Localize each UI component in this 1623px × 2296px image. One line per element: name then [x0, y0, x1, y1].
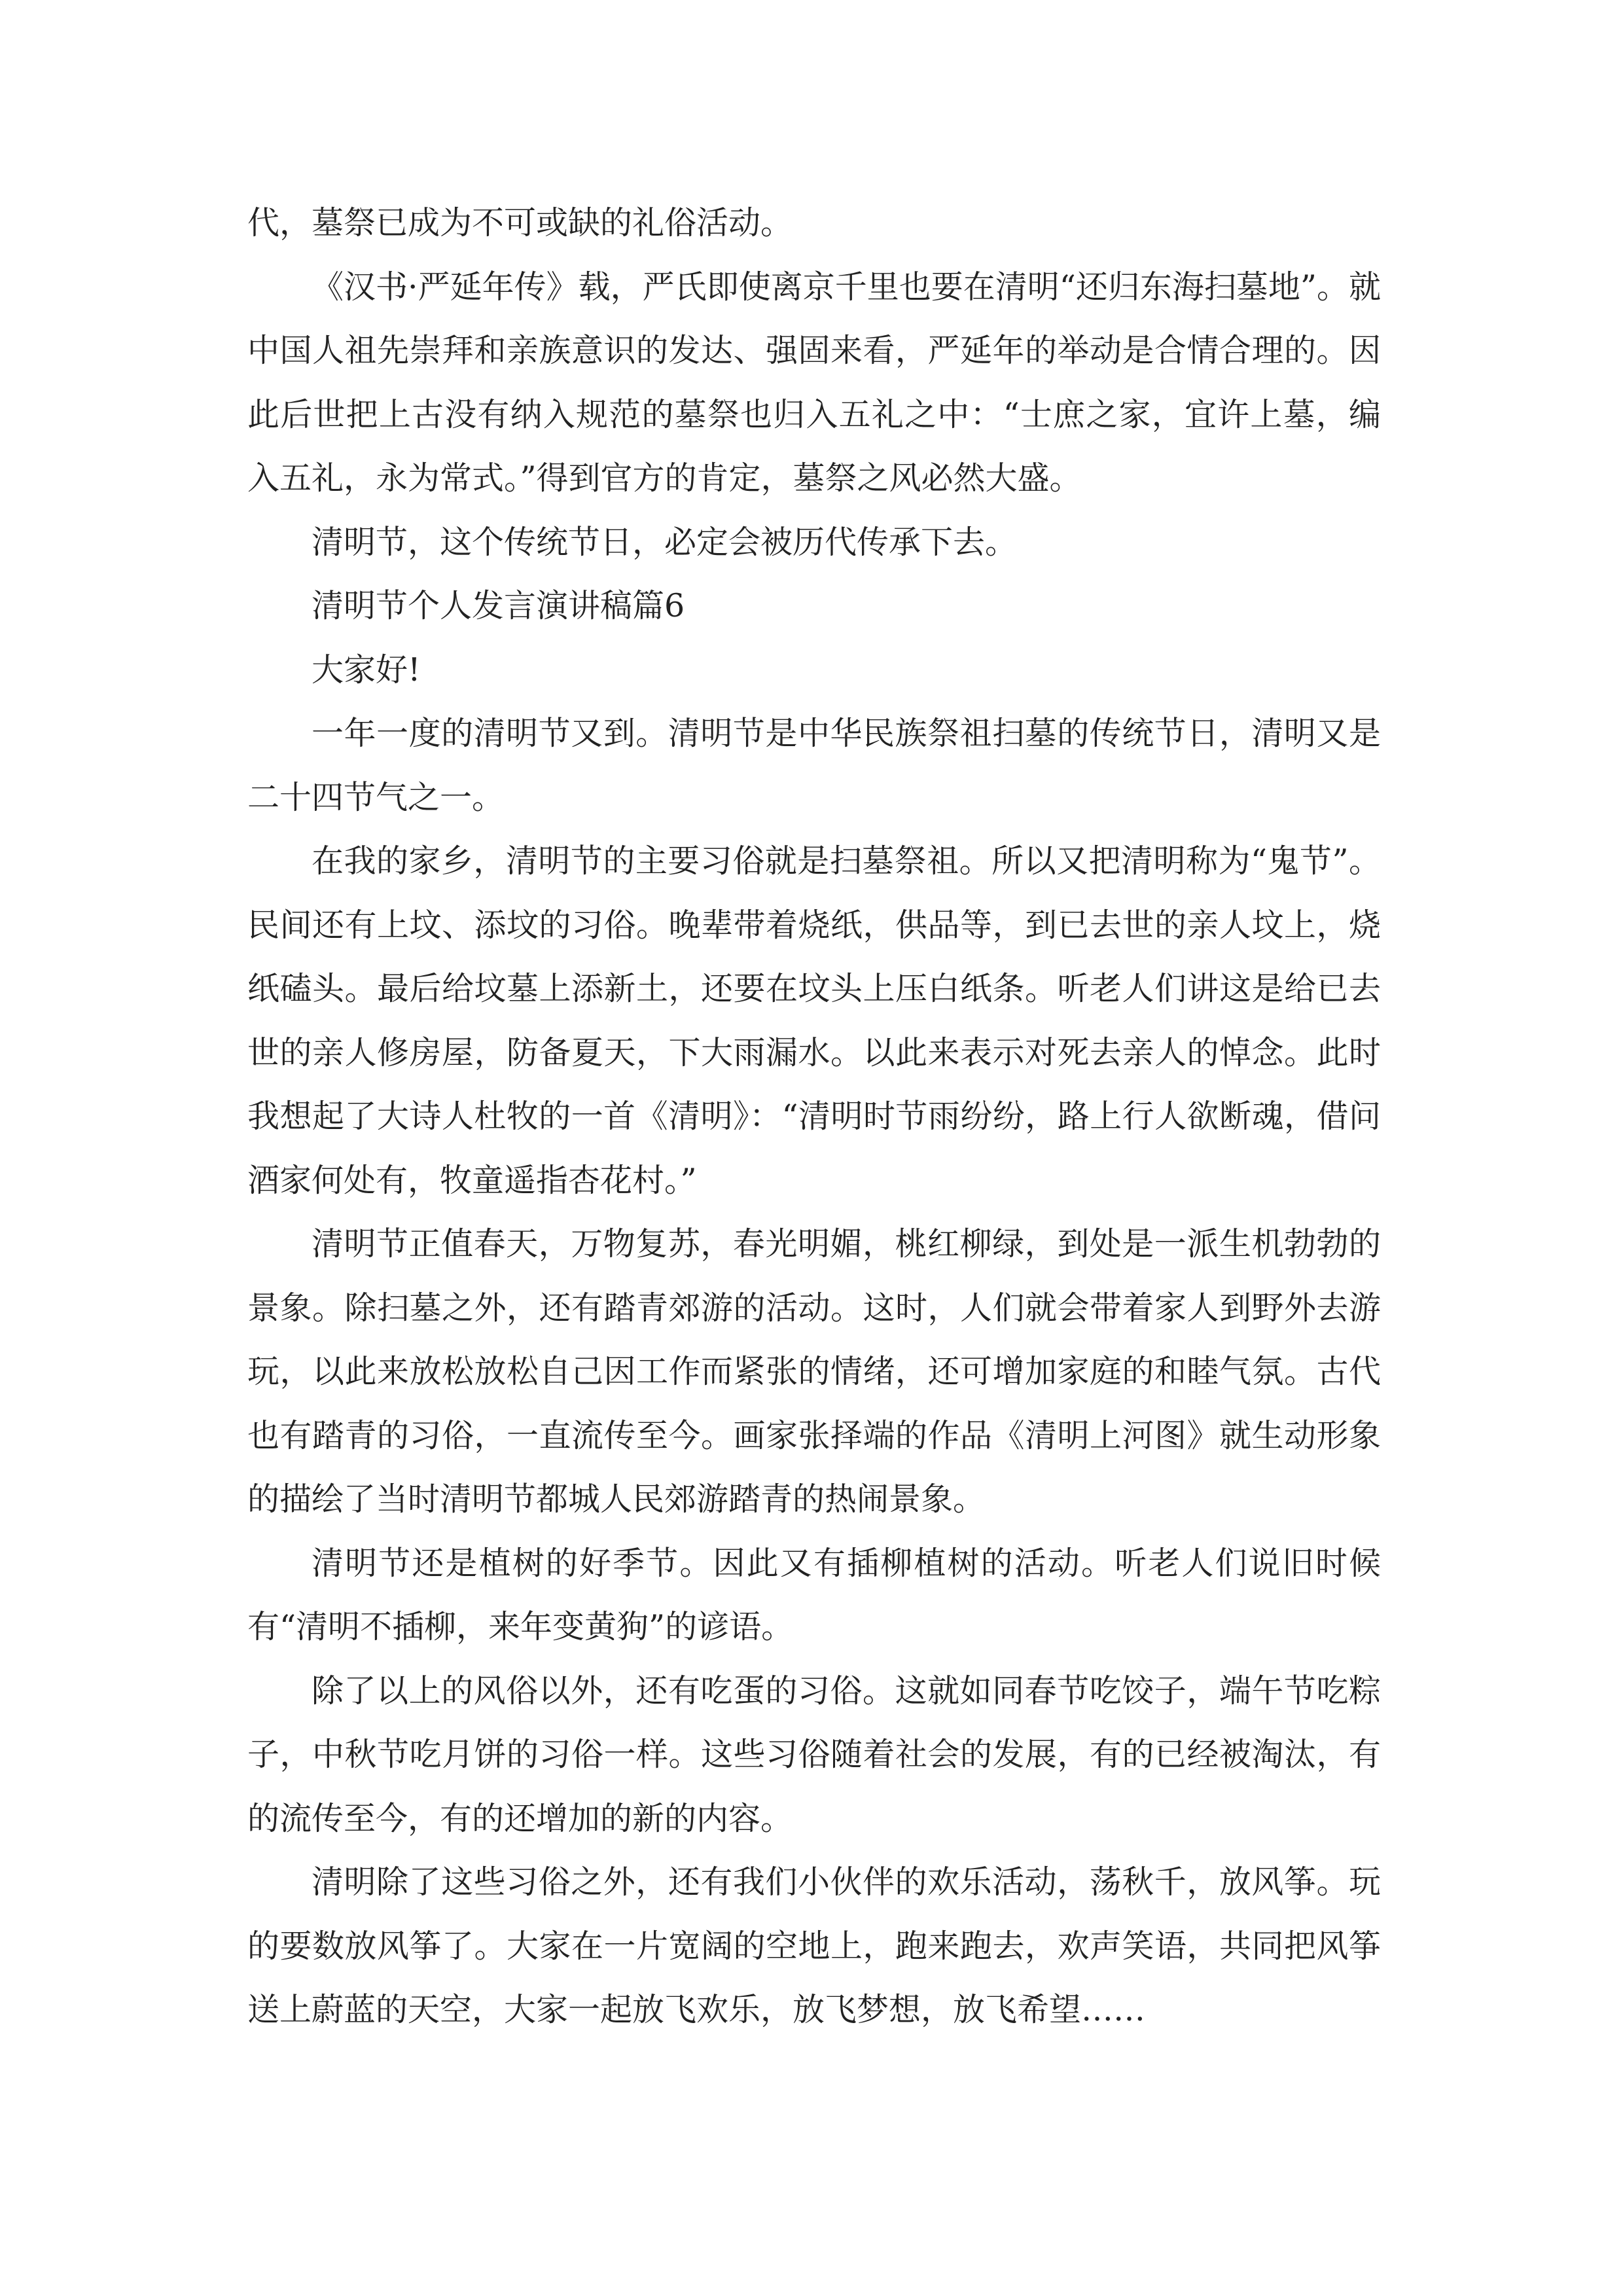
- section-heading: 清明节个人发言演讲稿篇6: [312, 587, 685, 624]
- paragraph-eggs: 除了以上的风俗以外，还有吃蛋的习俗。这就如同春节吃饺子，端午节吃粽子，中秋节吃月饼的习俗一样。这些习俗随着社会的发展，有的已经被淘汰，有的流传至今，有的还增加的新的内容。: [247, 1672, 1381, 1837]
- paragraph-spring: 清明节正值春天，万物复苏，春光明媚，桃红柳绿，到处是一派生机勃勃的景象。除扫墓之外，还有踏青郊游的活动。这时，人们就会带着家人到野外去游玩，以此来放松放松自己因工作而紧张的情绪，还可增加家庭的和睦气氛。古代也有踏青的习俗，一直流传至今。画家张择端的作品《清明上河图》就生动形象的描绘了当时清明节都城人民郊游踏青的热闹景象。: [247, 1225, 1381, 1518]
- document-body: [247, 191, 1381, 2042]
- paragraph-han-shu: 《汉书·严延年传》载，严氏即使离京千里也要在清明“还归东海扫墓地”。就中国人祖先崇拜和亲族意识的发达、强固来看，严延年的举动是合情合理的。因此后世把上古没有纳入规范的墓祭也归入五礼之中：“士庶之家，宜许上墓，编入五礼，永为常式。”得到官方的肯定，墓祭之风必然大盛。: [247, 268, 1381, 497]
- paragraph-hometown: 在我的家乡，清明节的主要习俗就是扫墓祭祖。所以又把清明称为“鬼节”。民间还有上坟、添坟的习俗。晚辈带着烧纸，供品等，到已去世的亲人坟上，烧纸磕头。最后给坟墓上添新土，还要在坟头上压白纸条。听老人们讲这是给已去世的亲人修房屋，防备夏天，下大雨漏水。以此来表示对死去亲人的悼念。此时我想起了大诗人杜牧的一首《清明》：“清明时节雨纷纷，路上行人欲断魂，借问酒家何处有，牧童遥指杏花村。”: [247, 842, 1381, 1199]
- paragraph-tradition: 清明节，这个传统节日，必定会被历代传承下去。: [312, 523, 1018, 561]
- paragraph-continuation: 代，墓祭已成为不可或缺的礼俗活动。: [247, 204, 793, 242]
- paragraph-intro: 一年一度的清明节又到。清明节是中华民族祭祖扫墓的传统节日，清明又是二十四节气之一。: [247, 715, 1381, 816]
- paragraph-kites: 清明除了这些习俗之外，还有我们小伙伴的欢乐活动，荡秋千，放风筝。玩的要数放风筝了。大家在一片宽阔的空地上，跑来跑去，欢声笑语，共同把风筝送上蔚蓝的天空，大家一起放飞欢乐，放飞梦想，放飞希望……: [247, 1863, 1381, 2028]
- greeting: 大家好!: [312, 651, 421, 689]
- paragraph-willow: 清明节还是植树的好季节。因此又有插柳植树的活动。听老人们说旧时候有“清明不插柳，来年变黄狗”的谚语。: [247, 1544, 1381, 1645]
